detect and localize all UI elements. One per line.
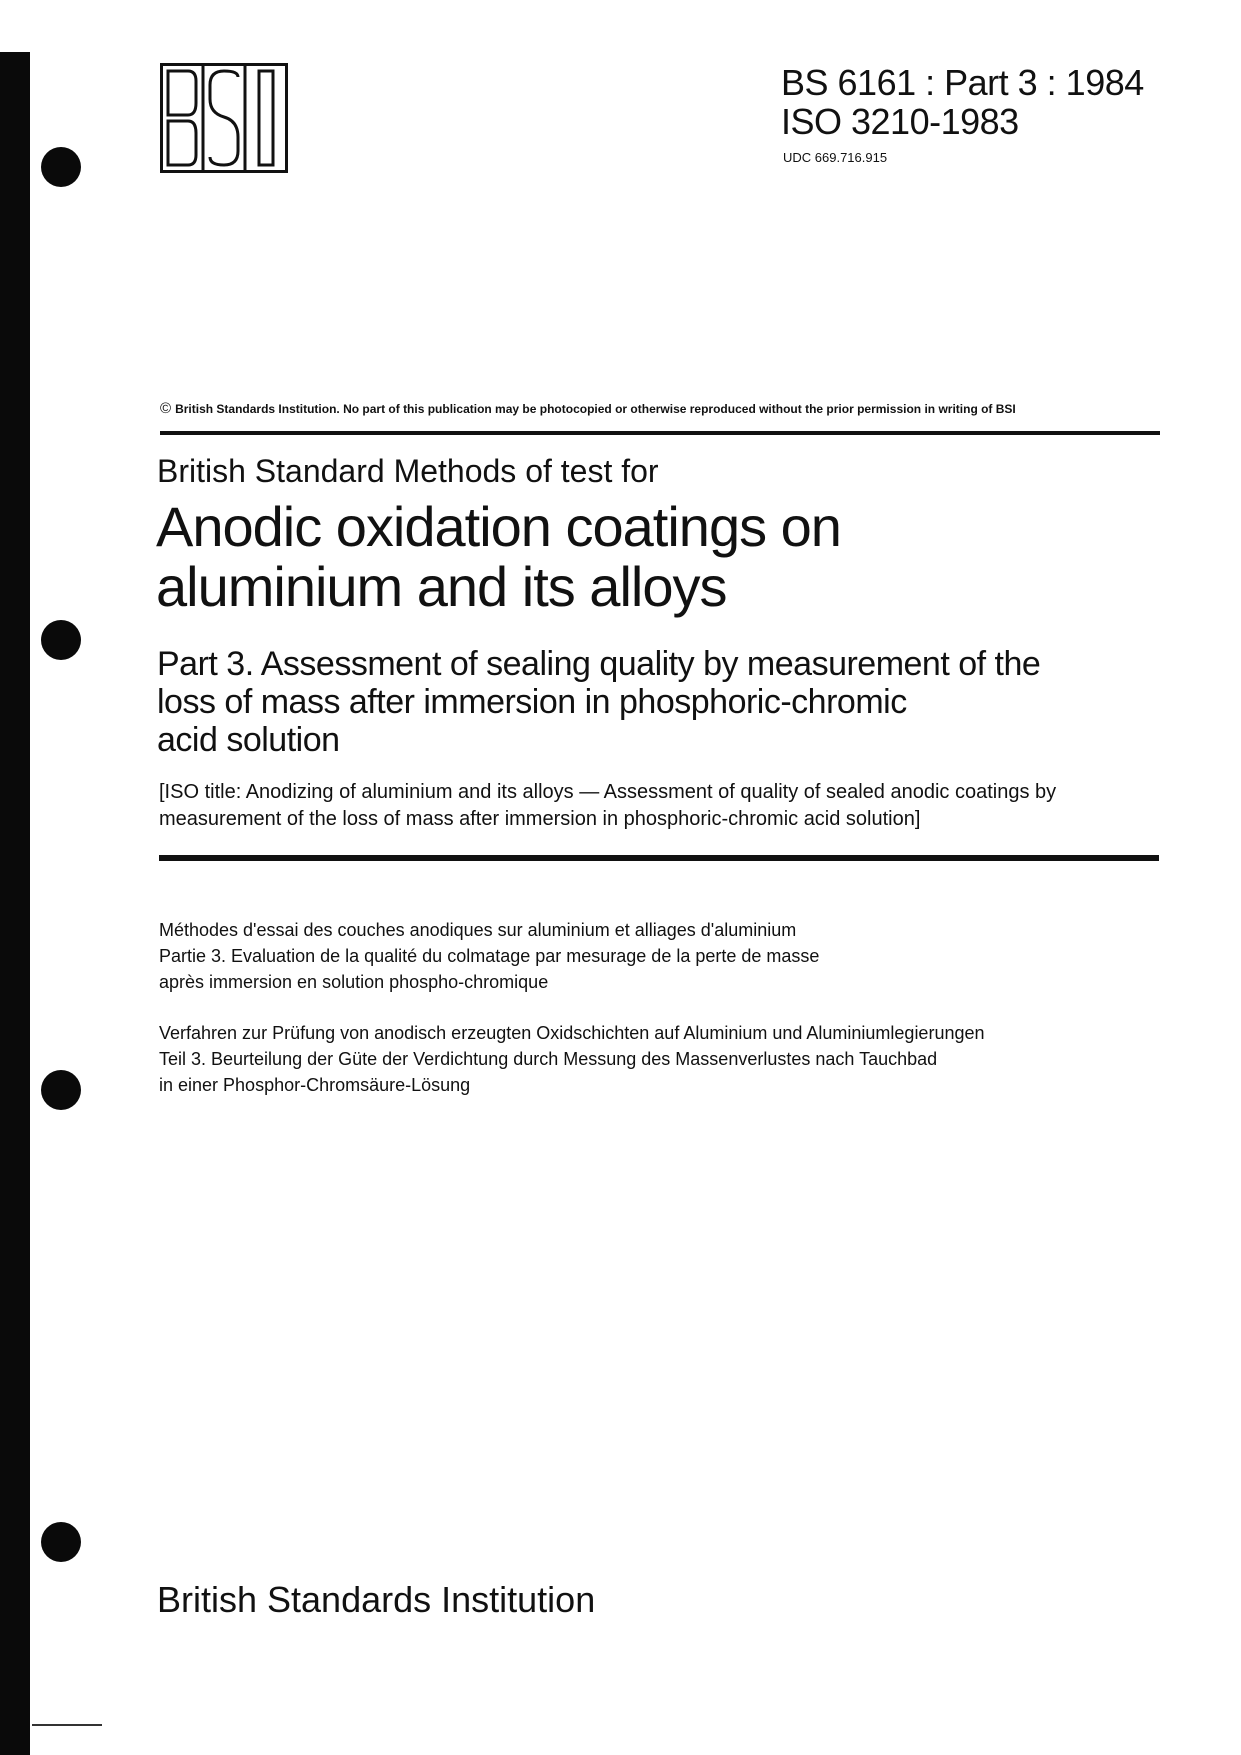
german-title-line: Teil 3. Beurteilung der Güte der Verdichtung durch Messung des Massenverlustes nach Tauchbad bbox=[159, 1049, 938, 1069]
copyright-icon: © bbox=[160, 400, 172, 417]
standard-number: BS 6161 : Part 3 : 1984 bbox=[781, 62, 1144, 103]
copyright-text: British Standards Institution. No part of this publication may be photocopied or otherwise reproduced without the prior permission in writing of BSI bbox=[175, 402, 1016, 416]
divider-title bbox=[159, 855, 1159, 861]
bsi-logo bbox=[160, 63, 288, 173]
french-title-line: après immersion en solution phospho-chromique bbox=[159, 972, 549, 992]
iso-number: ISO 3210-1983 bbox=[781, 101, 1019, 142]
french-title bbox=[159, 917, 819, 995]
punch-hole bbox=[41, 620, 81, 660]
german-title-line: in einer Phosphor-Chromsäure-Lösung bbox=[159, 1075, 471, 1095]
punch-hole bbox=[41, 1522, 81, 1562]
french-title-line: Partie 3. Evaluation de la qualité du colmatage par mesurage de la perte de masse bbox=[159, 946, 820, 966]
part-title-line: loss of mass after immersion in phosphoric-chromic bbox=[157, 683, 907, 721]
main-title-line: Anodic oxidation coatings on bbox=[156, 495, 841, 558]
iso-title-line: [ISO title: Anodizing of aluminium and its alloys — Assessment of quality of sealed anodic coatings by bbox=[159, 781, 1057, 803]
german-title bbox=[159, 1020, 985, 1098]
part-title-line: Part 3. Assessment of sealing quality by measurement of the bbox=[157, 645, 1041, 683]
punch-hole bbox=[41, 147, 81, 187]
iso-title-line: measurement of the loss of mass after immersion in phosphoric-chromic acid solution] bbox=[159, 808, 921, 830]
main-title bbox=[156, 497, 841, 617]
french-title-line: Méthodes d'essai des couches anodiques sur aluminium et alliages d'aluminium bbox=[159, 920, 797, 940]
divider-top bbox=[160, 431, 1160, 435]
german-title-line: Verfahren zur Prüfung von anodisch erzeugten Oxidschichten auf Aluminium und Aluminiumlegierungen bbox=[159, 1023, 985, 1043]
part-title-line: acid solution bbox=[157, 721, 340, 759]
binding-edge bbox=[0, 52, 30, 1755]
main-title-line: aluminium and its alloys bbox=[156, 555, 727, 618]
iso-title bbox=[159, 779, 1056, 833]
part-title bbox=[157, 645, 1040, 759]
punch-hole bbox=[41, 1070, 81, 1110]
udc-code: UDC 669.716.915 bbox=[783, 150, 888, 165]
copyright-notice bbox=[160, 400, 1016, 418]
corner-mark bbox=[32, 1724, 102, 1726]
publisher-name: British Standards Institution bbox=[157, 1579, 596, 1620]
title-intro: British Standard Methods of test for bbox=[157, 453, 659, 489]
